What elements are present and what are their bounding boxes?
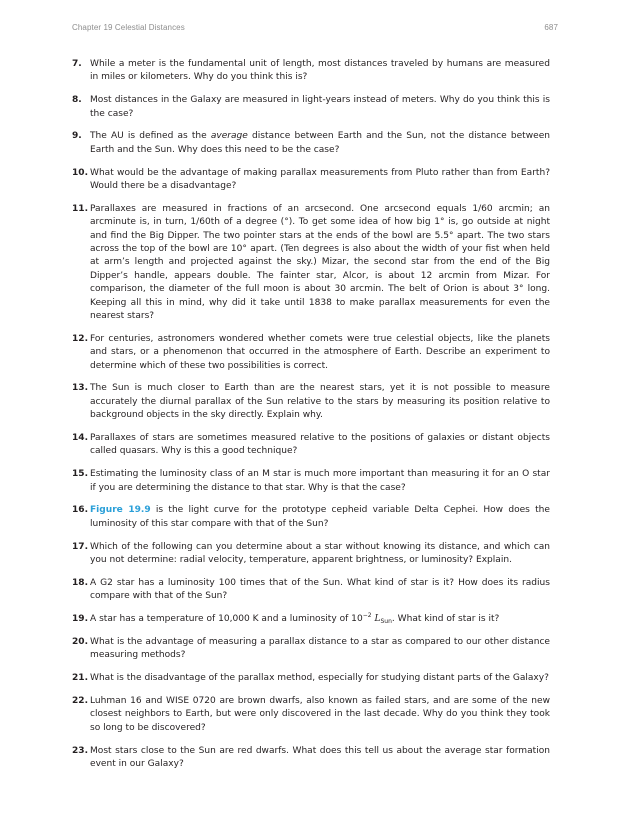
question-text: The Sun is much closer to Earth than are the nearest stars, yet it is not possible to measure accurately the diurnal parallax of the Sun relative to the stars by measuring its position relative to background objects in the sky directly. Explain why. <box>90 383 550 421</box>
page-number: 687 <box>544 23 558 32</box>
question-text: Parallaxes of stars are sometimes measured relative to the positions of galaxies or distant objects called quasars. Why is this a good technique? <box>90 433 550 457</box>
question-21 <box>72 672 550 685</box>
question-text: is the light curve for the prototype cepheid variable Delta Cephei. How does the luminosity of this star compare with that of the Sun? <box>90 505 550 529</box>
question-number: 17. <box>72 541 89 552</box>
running-header <box>72 23 558 32</box>
question-text: While a meter is the fundamental unit of length, most distances traveled by humans are measured in miles or kilometers. Why do you think this is? <box>90 59 550 83</box>
question-number: 22. <box>72 695 89 706</box>
luminosity-symbol: L <box>374 614 381 625</box>
question-12 <box>72 333 550 373</box>
question-number: 20. <box>72 636 89 647</box>
question-number: 12. <box>72 333 89 344</box>
question-20 <box>72 636 550 663</box>
question-23 <box>72 745 550 772</box>
question-number: 14. <box>72 433 89 444</box>
question-18 <box>72 577 550 604</box>
question-number: 16. <box>72 505 89 516</box>
question-7 <box>72 58 550 85</box>
question-number: 21. <box>72 673 89 684</box>
question-11 <box>72 203 550 324</box>
question-22 <box>72 695 550 735</box>
question-text: Parallaxes are measured in fractions of an arcsecond. One arcsecond equals 1/60 arcmin; an arcminute is, in turn, 1/60th of a degree (°). To get some idea of how big 1° is, go outside at night and find the Big Dipper. The two pointer stars at the ends of the bowl are 5.5° apart. The two stars across the top of the bowl are 10° apart. (Ten degrees is also about the width of your fist when held at arm’s length and projected against the sky.) Mizar, the second star from the end of the Big Dipper’s handle, appears double. The fainter star, Alcor, is about 12 arcmin from Mizar. For comparison, the diameter of the full moon is about 30 arcmin. The belt of Orion is about 3° long. Keeping all this in mind, why did it take until 1838 to make parallax measurements for even the nearest stars? <box>90 203 550 322</box>
question-8 <box>72 94 550 121</box>
question-text: For centuries, astronomers wondered whether comets were true celestial objects, like the planets and stars, or a phenomenon that occurred in the atmosphere of Earth. Describe an experiment to determine which of these two possibilities is correct. <box>90 333 550 371</box>
question-number: 11. <box>72 203 89 214</box>
question-number: 18. <box>72 577 89 588</box>
question-15 <box>72 468 550 495</box>
question-text-start: The AU is defined as the <box>90 131 211 142</box>
figure-link[interactable]: Figure 19.9 <box>90 505 151 516</box>
question-text: A G2 star has a luminosity 100 times that of the Sun. What kind of star is it? How does its radius compare with that of the Sun? <box>90 577 550 602</box>
question-text: What is the disadvantage of the parallax method, especially for studying distant parts of the Galaxy? <box>90 673 549 684</box>
question-13 <box>72 382 550 422</box>
question-text-end: distance between Earth and the Sun, not the distance between Earth and the Sun. Why does this need to be the case? <box>90 131 550 155</box>
question-text: Luhman 16 and WISE 0720 are brown dwarfs, also known as failed stars, and are some of the new closest neighbors to Earth, but were only discovered in the last decade. Why do you think they took so long to be discovered? <box>90 695 550 733</box>
question-19 <box>72 613 550 626</box>
question-text: What is the advantage of measuring a parallax distance to a star as compared to our other distance measuring methods? <box>90 636 550 661</box>
question-number: 15. <box>72 469 89 480</box>
exponent: −2 <box>362 612 372 620</box>
question-number: 23. <box>72 745 89 756</box>
question-number: 8. <box>72 95 82 106</box>
question-number: 9. <box>72 131 82 142</box>
question-number: 13. <box>72 383 89 394</box>
question-number: 19. <box>72 614 89 625</box>
question-text: What would be the advantage of making parallax measurements from Pluto rather than from Earth? Would there be a disadvantage? <box>90 167 550 192</box>
question-16 <box>72 504 550 531</box>
sun-subscript: Sun <box>380 618 392 626</box>
question-text-end: . What kind of star is it? <box>391 614 500 625</box>
question-text: Which of the following can you determine about a star without knowing its distance, and which can you not determine: radial velocity, temperature, apparent brightness, or luminosity? Explain. <box>90 541 550 566</box>
emphasis-average: average <box>210 131 248 142</box>
question-text: Most distances in the Galaxy are measured in light-years instead of meters. Why do you think this is the case? <box>90 95 550 119</box>
question-text: Estimating the luminosity class of an M star is much more important than measuring it for an O star if you are determining the distance to that star. Why is that the case? <box>90 469 550 493</box>
question-number: 10. <box>72 167 89 178</box>
question-number: 7. <box>72 59 82 69</box>
question-text-start: A star has a temperature of 10,000 K and a luminosity of 10 <box>90 614 363 625</box>
exercise-list <box>72 58 550 781</box>
question-10 <box>72 167 550 194</box>
question-text: Most stars close to the Sun are red dwarfs. What does this tell us about the average star formation event in our Galaxy? <box>90 745 550 769</box>
question-14 <box>72 432 550 459</box>
question-17 <box>72 541 550 568</box>
chapter-title: Chapter 19 Celestial Distances <box>72 23 185 32</box>
question-9 <box>72 130 550 157</box>
